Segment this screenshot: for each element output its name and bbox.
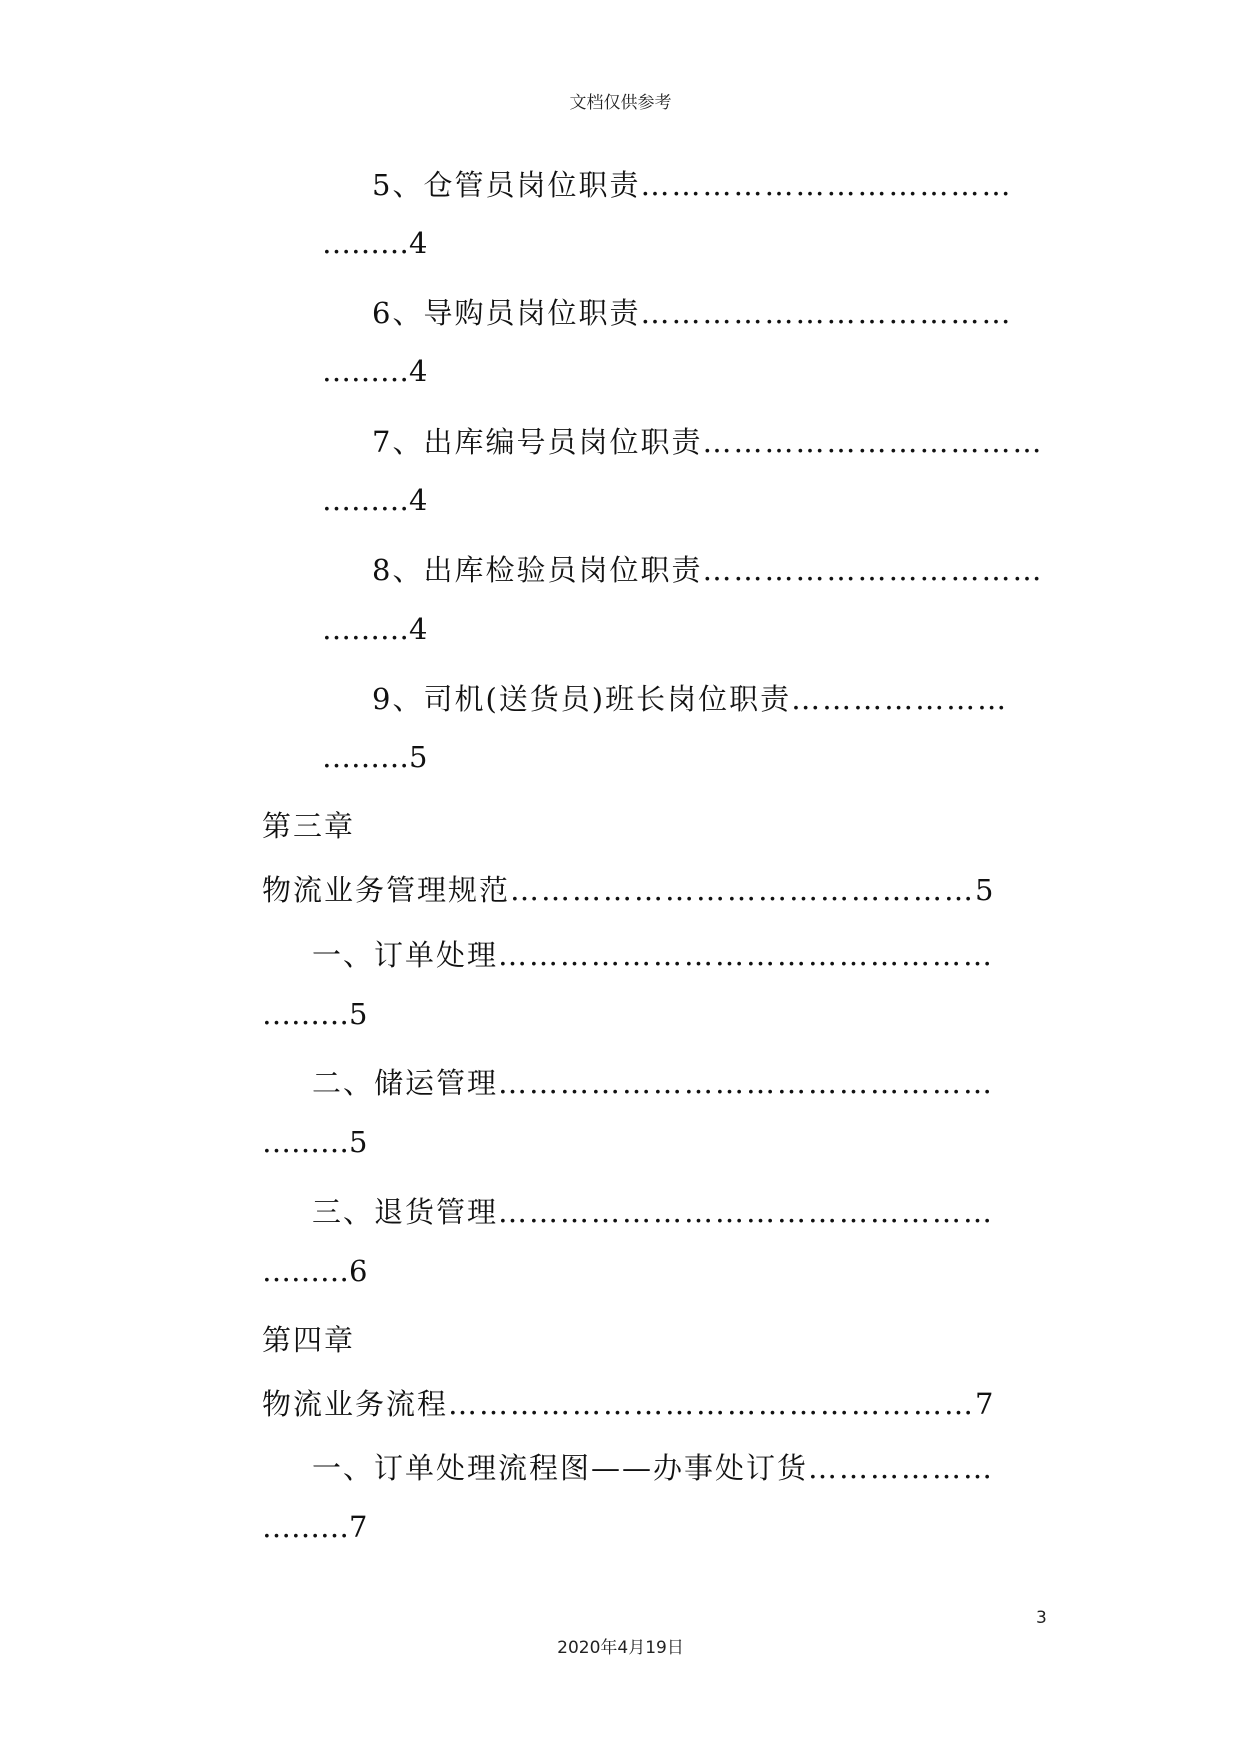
toc-entry-page: ………5	[322, 740, 428, 774]
toc-entry-text: 一、订单处理流程图——办事处订货………………	[312, 1451, 995, 1485]
toc-entry-text: 三、退货管理…………………………………………	[312, 1195, 995, 1229]
toc-entry-page: ………4	[322, 483, 428, 517]
toc-entry-text: 一、订单处理…………………………………………	[312, 938, 995, 972]
toc-entry-text: 8、出库检验员岗位职责……………………………	[372, 553, 1044, 587]
toc-entry-page: ………4	[322, 354, 428, 388]
toc-entry-text: 物流业务管理规范………………………………………5	[262, 873, 996, 907]
toc-entry-page: ………4	[322, 226, 428, 260]
chapter-heading: 第三章	[262, 809, 356, 843]
toc-entry-page: ………7	[262, 1510, 368, 1544]
toc-entry-page: ………4	[322, 612, 428, 646]
toc-entry-text: 物流业务流程……………………………………………7	[262, 1387, 996, 1421]
page-number: 3	[1036, 1608, 1047, 1628]
toc-entry-text: 二、储运管理…………………………………………	[312, 1066, 995, 1100]
page-header: 文档仅供参考	[569, 93, 672, 113]
chapter-heading: 第四章	[262, 1323, 356, 1357]
toc-entry-text: 6、导购员岗位职责………………………………	[372, 296, 1013, 330]
toc-entry-page: ………6	[262, 1254, 368, 1288]
toc-entry-text: 9、司机(送货员)班长岗位职责…………………	[372, 682, 1009, 716]
toc-entry-text: 5、仓管员岗位职责………………………………	[372, 168, 1013, 202]
toc-entry-page: ………5	[262, 997, 368, 1031]
toc-entry-text: 7、出库编号员岗位职责……………………………	[372, 425, 1044, 459]
toc-entry-page: ………5	[262, 1125, 368, 1159]
footer-date: 2020年4月19日	[557, 1638, 684, 1658]
